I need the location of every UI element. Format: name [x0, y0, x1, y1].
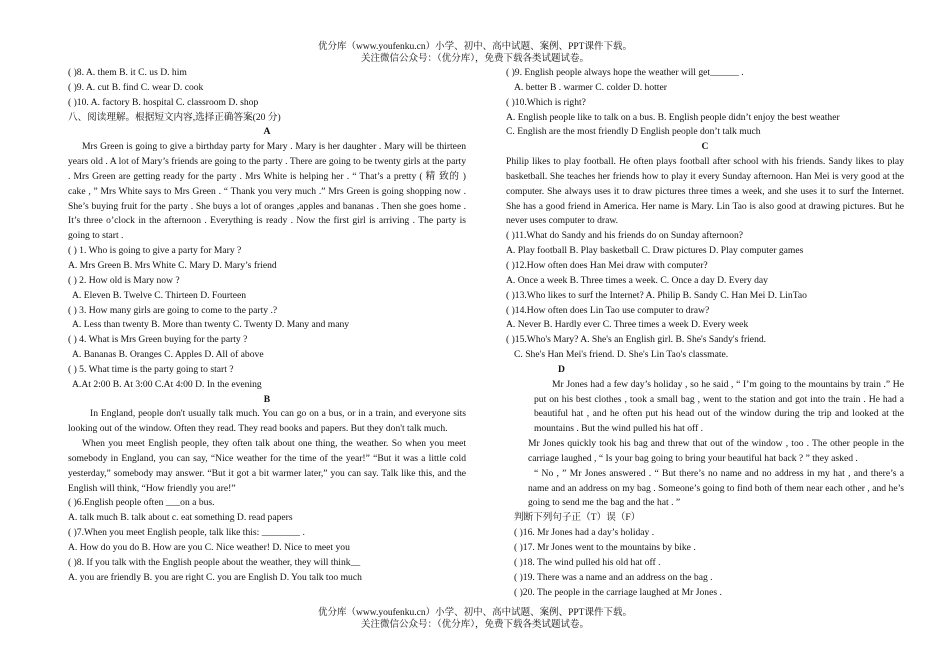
passage-c-title: C: [701, 141, 709, 153]
a-question-1: ( ) 1. Who is going to give a party for Mary ?: [68, 245, 242, 257]
header-line-1: 优分库（www.youfenku.cn）小学、初中、高中试题、案例、PPT课件下载。: [318, 42, 632, 52]
question-9: ( )9. A. cut B. find C. wear D. cook: [68, 81, 204, 93]
true-false-title: 判断下列句子正（T）误（F）: [514, 512, 641, 524]
b-question-9: ( )9. English people always hope the weather will get______ .: [506, 67, 744, 78]
c-question-15: ( )15.Who's Mary? A. She's an English girl. B. She's Sandy's friend.: [506, 334, 767, 346]
b-question-10-options-1: A. English people like to talk on a bus. B. English people didn’t enjoy the best weather: [506, 111, 840, 123]
header-line-2: 关注微信公众号：（优分库），免费下载各类试题试卷。: [360, 54, 589, 64]
c-question-12-options: A. Once a week B. Three times a week. C. Once a day D. Every day: [506, 274, 768, 286]
a-question-5-options: A.At 2:00 B. At 3:00 C.At 4:00 D. In the evening: [72, 378, 262, 390]
right-column: [506, 66, 904, 600]
tf-question-19: ( )19. There was a name and an address on the bag .: [514, 571, 713, 583]
passage-c-text: Philip likes to play football. He often plays football after school with his friends. Sandy likes to play basketball. She teaches her friends how to play it every Sunday afternoon. Han Mei is very good at the computer. She always uses it to draw pictures three times a week, and she uses it to surf the Internet. She has a good friend in America. Her name is Mary. Lin Tao is also good at drawing pictures. But he never uses computer to draw.: [506, 156, 904, 227]
a-question-2-options: A. Eleven B. Twelve C. Thirteen D. Fourteen: [72, 289, 247, 301]
a-question-4-options: A. Bananas B. Oranges C. Apples D. All of above: [72, 349, 264, 361]
question-10: ( )10. A. factory B. hospital C. classroom D. shop: [68, 96, 259, 108]
b-question-8: ( )8. If you talk with the English people about the weather, they will think__: [68, 556, 361, 568]
page-footer: [0, 607, 950, 631]
b-question-10-options-2: C. English are the most friendly D English people don’t talk much: [506, 126, 761, 138]
tf-question-16: ( )16. Mr Jones had a day’s holiday .: [514, 527, 655, 539]
page-header: [0, 41, 950, 65]
passage-a-title: A: [263, 126, 271, 138]
section-title: 八、阅读理解。根据短文内容,选择正确答案(20 分): [68, 111, 281, 123]
b-question-7: ( )7.When you meet English people, talk like this: ________ .: [68, 527, 305, 539]
a-question-1-options: A. Mrs Green B. Mrs White C. Mary D. Mary’s friend: [68, 259, 277, 271]
b-question-10: ( )10.Which is right?: [506, 96, 586, 108]
passage-b-paragraph-2: When you meet English people, they often talk about one thing, the weather. So when you meet somebody in England, you can say, “Nice weather for the time of the year!” “But it was a little cold yesterday,” somebody may answer. “But it got a bit warmer later,” you can say. Talk like this, and the English will think, “How friendly you are!”: [68, 438, 466, 494]
passage-b-title: B: [263, 393, 271, 405]
b-question-6: ( )6.English people often ___on a bus.: [68, 497, 215, 509]
question-8: ( )8. A. them B. it C. us D. him: [68, 67, 187, 78]
c-question-11: ( )11.What do Sandy and his friends do on Sunday afternoon?: [506, 230, 744, 242]
a-question-3: ( ) 3. How many girls are going to come to the party .?: [68, 304, 278, 316]
footer-line-2: 关注微信公众号：（优分库），免费下载各类试题试卷。: [360, 620, 589, 630]
b-question-7-options: A. How do you do B. How are you C. Nice weather! D. Nice to meet you: [68, 542, 350, 553]
left-column: [68, 66, 466, 586]
c-question-12: ( )12.How often does Han Mei draw with computer?: [506, 259, 708, 271]
passage-d-paragraph-2: Mr Jones quickly took his bag and threw that out of the window , too . The other people in the carriage laughed , “ Is your bag going to bring your beautiful hat back ? ” they asked .: [528, 438, 904, 464]
a-question-3-options: A. Less than twenty B. More than twenty C. Twenty D. Many and many: [72, 319, 350, 331]
a-question-4: ( ) 4. What is Mrs Green buying for the party ?: [68, 334, 248, 346]
c-question-13: ( )13.Who likes to surf the Internet? A. Philip B. Sandy C. Han Mei D. LinTao: [506, 289, 807, 301]
a-question-2: ( ) 2. How old is Mary now ?: [68, 274, 180, 286]
c-question-15-options: C. She's Han Mei's friend. D. She's Lin Tao's classmate.: [514, 349, 729, 361]
b-question-6-options: A. talk much B. talk about c. eat something D. read papers: [68, 512, 293, 524]
passage-a-text: Mrs Green is going to give a birthday party for Mary . Mary is her daughter . Mary will be thirteen years old . A lot of Mary’s friends are going to the party . There are going to be twenty girls at the party . Mrs Green are getting ready for the party . Mrs White is helping her . “ That’s a pretty ( 精 致的 ) cake , ” Mrs White says to Mrs Green . “ Thank you very much .” Mrs Green is going shopping now . She’s buying fruit for the party . She buys a lot of oranges ,apples and bananas . Then she goes home . It’s three o’clock in the afternoon . Everything is ready . Now the first girl is arriving . The party is going to start .: [68, 141, 466, 242]
b-question-8-options: A. you are friendly B. you are right C. you are English D. You talk too much: [68, 571, 362, 583]
c-question-14: ( )14.How often does Lin Tao use computer to draw?: [506, 304, 710, 316]
footer-line-1: 优分库（www.youfenku.cn）小学、初中、高中试题、案例、PPT课件下载。: [318, 608, 632, 618]
tf-question-20: ( )20. The people in the carriage laughed at Mr Jones .: [514, 586, 722, 598]
a-question-5: ( ) 5. What time is the party going to start ?: [68, 363, 234, 375]
passage-d-paragraph-3: “ No , ” Mr Jones answered . “ But there’s no name and no address in my hat , and there’s a name and an address on my bag . Someone’s going to find both of them near each other , and he’s going to send me the bag and the hat . ”: [528, 467, 904, 509]
c-question-14-options: A. Never B. Hardly ever C. Three times a week D. Every week: [506, 319, 749, 331]
tf-question-17: ( )17. Mr Jones went to the mountains by bike .: [514, 542, 696, 553]
b-question-9-options: A. better B . warmer C. colder D. hotter: [514, 81, 667, 93]
passage-b-paragraph-1: In England, people don't usually talk much. You can go on a bus, or in a train, and everyone sits looking out of the window. Often they read. They read books and papers. But they don't talk much.: [68, 408, 466, 435]
c-question-11-options: A. Play football B. Play basketball C. Draw pictures D. Play computer games: [506, 245, 804, 257]
passage-d-title: D: [558, 363, 565, 375]
passage-d-paragraph-1: Mr Jones had a few day’s holiday , so he said , “ I’m going to the mountains by train .” He put on his best clothes , took a small bag , went to the station and got into the train . He had a beautiful hat , and he often put his head out of the window during the trip and looked at the mountains . But the wind pulled his hat off .: [534, 378, 904, 435]
tf-question-18: ( )18. The wind pulled his old hat off .: [514, 556, 661, 568]
